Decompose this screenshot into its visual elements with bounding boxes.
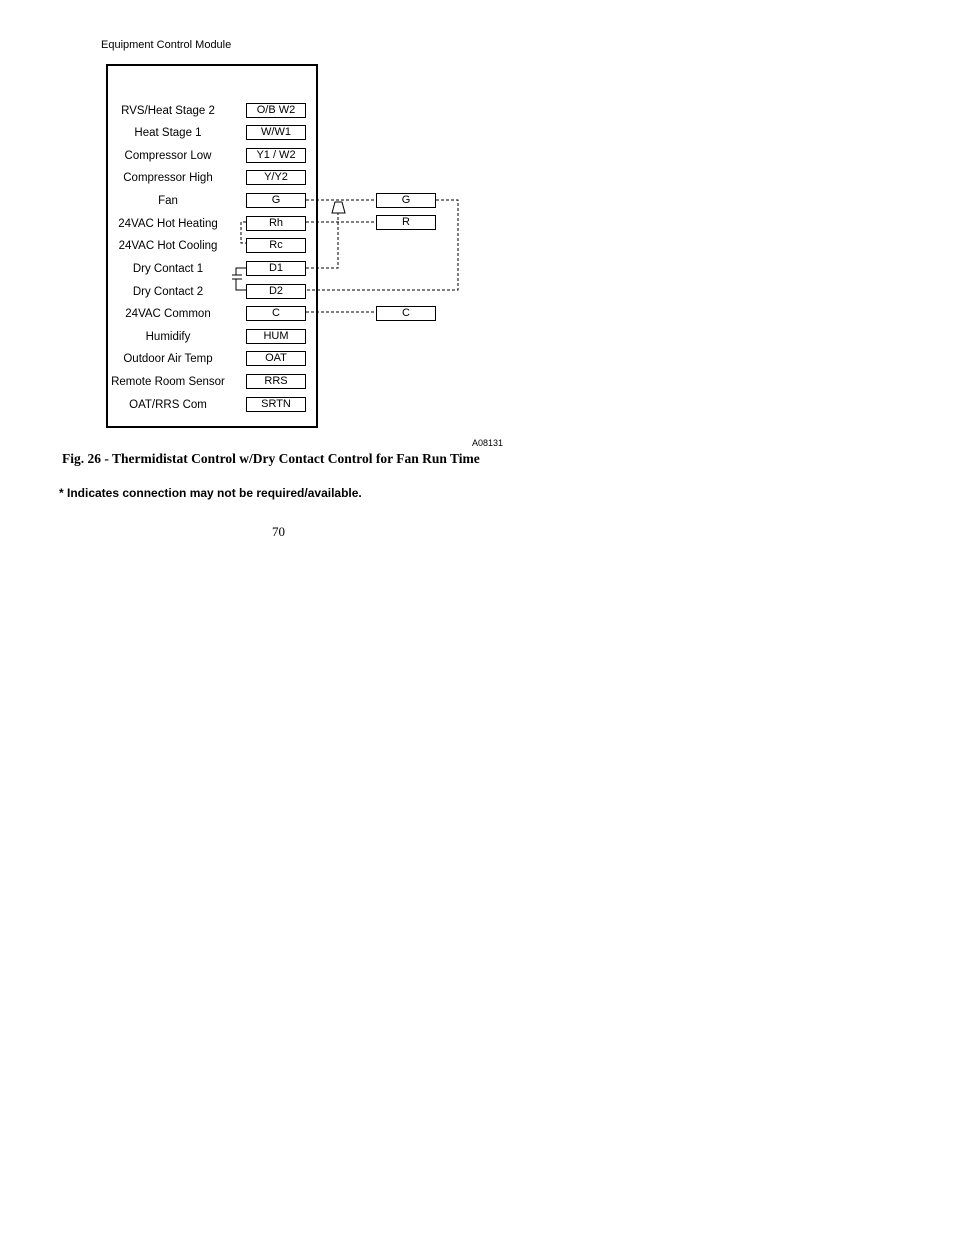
label-heat-stage-1: Heat Stage 1 <box>134 127 202 139</box>
external-terminal-r: R <box>376 215 436 230</box>
page-number: 70 <box>272 524 285 539</box>
terminal-rc: Rc <box>246 238 306 253</box>
terminal-rh: Rh <box>246 216 306 231</box>
terminal-w-w1: W/W1 <box>246 125 306 140</box>
label-remote-room-sensor: Remote Room Sensor <box>111 376 225 388</box>
label-humidify: Humidify <box>145 331 191 343</box>
terminal-y-y2: Y/Y2 <box>246 170 306 185</box>
wire-d1-to-relay <box>306 213 338 268</box>
terminal-oat: OAT <box>246 351 306 366</box>
module-title: Equipment Control Module <box>101 39 232 51</box>
wire-g-to-d2 <box>306 200 458 290</box>
terminal-rrs: RRS <box>246 374 306 389</box>
label-rvs-heat-stage-2: RVS/Heat Stage 2 <box>121 105 215 117</box>
label-outdoor-air-temp: Outdoor Air Temp <box>123 353 213 365</box>
terminal-srtn: SRTN <box>246 397 306 412</box>
dry-contact-symbol-icon <box>232 268 246 290</box>
label-24vac-hot-heating: 24VAC Hot Heating <box>118 218 218 230</box>
label-dry-contact-1: Dry Contact 1 <box>132 263 204 275</box>
terminal-c: C <box>246 306 306 321</box>
external-terminal-g: G <box>376 193 436 208</box>
terminal-hum: HUM <box>246 329 306 344</box>
label-oat-rrs-com: OAT/RRS Com <box>129 399 207 411</box>
terminal-d2: D2 <box>246 284 306 299</box>
label-fan: Fan <box>158 195 178 207</box>
external-terminal-c: C <box>376 306 436 321</box>
terminal-d1: D1 <box>246 261 306 276</box>
label-24vac-common: 24VAC Common <box>125 308 211 320</box>
figure-caption: Fig. 26 - Thermidistat Control w/Dry Contact Control for Fan Run Time <box>62 451 480 466</box>
terminal-g: G <box>246 193 306 208</box>
label-dry-contact-2: Dry Contact 2 <box>132 286 204 298</box>
terminal-y1-w2: Y1 / W2 <box>246 148 306 163</box>
drawing-code: A08131 <box>472 438 504 448</box>
relay-contact-icon <box>332 202 345 213</box>
label-24vac-hot-cooling: 24VAC Hot Cooling <box>118 240 218 252</box>
label-compressor-low: Compressor Low <box>124 150 212 162</box>
label-compressor-high: Compressor High <box>123 172 213 184</box>
terminal-ob-w2: O/B W2 <box>246 103 306 118</box>
footnote: * Indicates connection may not be required/available. <box>59 486 362 500</box>
